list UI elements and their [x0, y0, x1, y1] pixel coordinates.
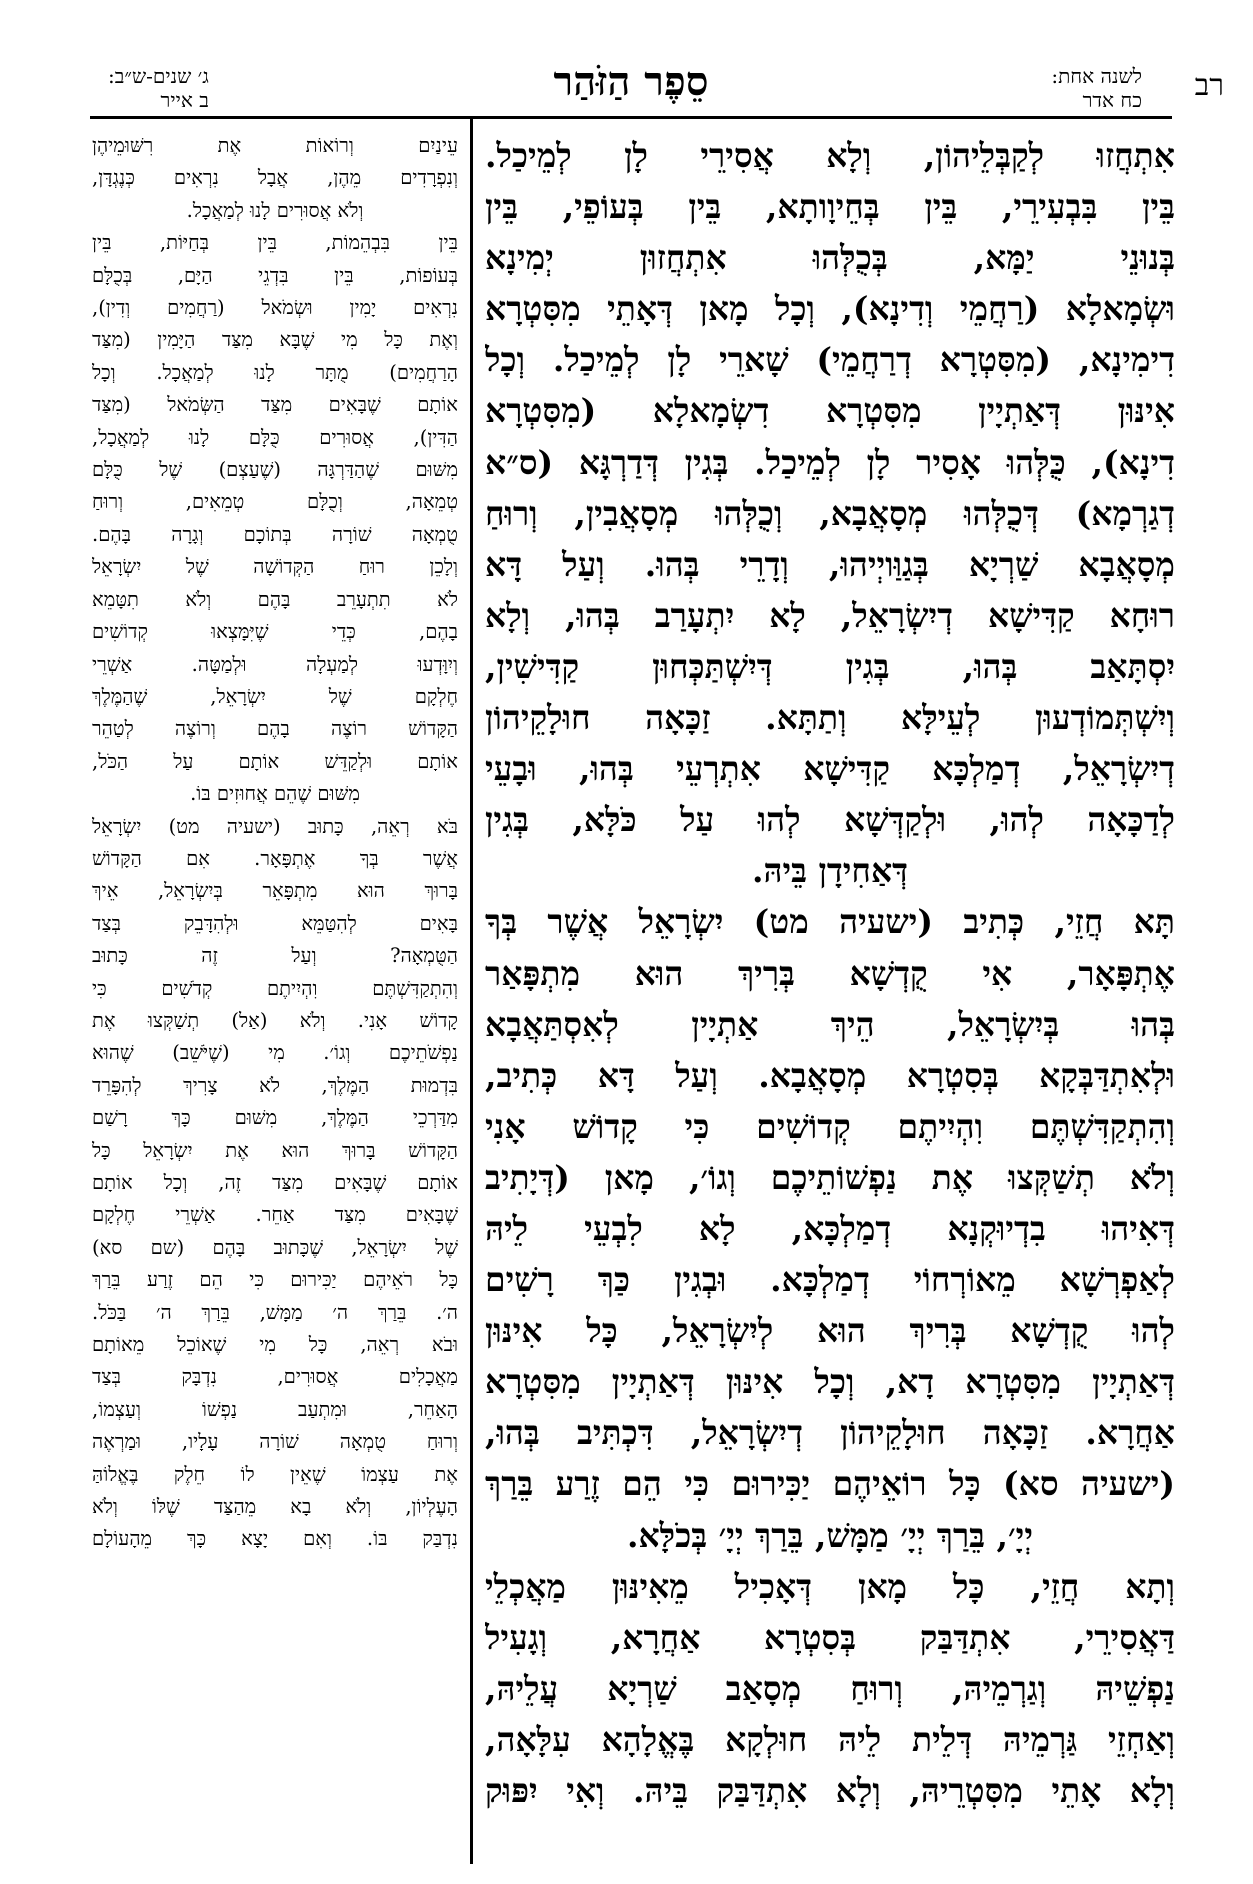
text-line: טֻמְאָה שׁוֹרָה בְּתוֹכָם וְגָרָה בָּהֶם. [92, 522, 458, 546]
text-line: הָעֶלְיוֹן, וְלֹא בָא מֵהַצַּד שֶׁלּוֹ וְלֹא [92, 1495, 458, 1519]
text-line: דְּאַחִידָן בֵּיהּ. [751, 851, 909, 891]
schedule-one-year-date: כח אדר [1082, 88, 1142, 112]
text-line: אוֹתָם שֶׁבָּאִים מִצַּד זֶה, וְכָל אוֹתָם [92, 1171, 458, 1194]
text-line: וְיִשְׁתְּמוֹדְעוּן לְעֵילָּא וְתַתָּא. זַכָּאָה חוּלָקֵיהוֹן [485, 698, 1175, 738]
text-line: וְהִתְקַדִּשְׁתֶּם וִהְיִיתֶם קְדוֹשִׁים כִּי קָדוֹשׁ אָנִי [485, 1106, 1175, 1146]
text-line: הַקָּדוֹשׁ בָּרוּךְ הוּא אֶת יִשְׂרָאֵל כָּל [92, 1138, 458, 1162]
hebrew-translation-column [92, 130, 458, 1860]
text-line: הַקָּדוֹשׁ רוֹצֶה בָהֶם וְרוֹצֶה לְטַהֵר [92, 717, 458, 741]
text-line: וְנִפְרָדִים מֵהֶן, אֲבָל נִרְאִים כְּנֶגְדָּן, [92, 166, 458, 190]
text-line: אִינּוּן דְּאַתְיָין מִסִּטְרָא דִשְׂמָאלָא (מִסִּטְרָא [485, 391, 1175, 431]
text-line: דְגַרְמָא) דְּכֻלְּהוּ מְסָאֲבָא, וְכֻלְּהוּ מְסָאֲבִין, וְרוּחַ [485, 493, 1175, 533]
text-line: אֲשֶׁר בְּךָ אֶתְפָּאָר. אִם הַקָּדוֹשׁ [92, 846, 458, 870]
schedule-one-year-label: לשנה אחת: [1051, 64, 1142, 88]
header-divider [90, 116, 1172, 119]
text-line: קָדוֹשׁ אָנִי. וְלֹא (אַל) תְשַׁקְּצוּ אֶת [92, 1008, 458, 1032]
text-line: מִשּׁוּם שֶׁהַדַּרְגָּה (שֶׁעַצְם) שֶׁל כֻּלָּם [92, 458, 458, 482]
schedule-three-year-label: ג׳ שנים-ש״ב: [108, 64, 209, 88]
text-line: בְּנוּנֵי יַמָּא, בְּכֻלְּהוּ אִתְחֲזוּן יְמִינָא [485, 238, 1175, 278]
page-number: רב [1194, 68, 1224, 103]
text-line: נַפְשֹׁתֵיכֶם וְגוֹ׳. מִי (שֶׁיֹּשֵׁב) שֶׁהוּא [92, 1041, 458, 1065]
text-line: דִינָא), כֻּלְּהוּ אָסִיר לָן לְמֵיכַל. בְּגִין דְּדַרְגָּא (ס״א [485, 442, 1175, 482]
text-line: דְּאִיהוּ בִדְיוּקְנָא דְמַלְכָּא, לָא לִבְעֵי לֵיהּ [485, 1208, 1175, 1248]
aramaic-text-column [485, 130, 1175, 1860]
text-line: וְלֹא תְשַׁקְּצוּ אֶת נַפְשׁוֹתֵיכֶם וְגוֹ׳, מָאן (דְּיָתִיב [485, 1157, 1175, 1197]
text-line: דְיִשְׂרָאֵל, דְמַלְכָּא קַדִּישָׁא אִתְרְעֵי בְּהוּ, וּבָעֵי [485, 749, 1175, 789]
text-line: נַפְשֵׁיהּ וְגַרְמֵיהּ, וְרוּחַ מְסָאַב שַׁרְיָא עֲלֵיהּ, [485, 1668, 1175, 1708]
text-line: וְלֹא אֲסוּרִים לָנוּ לְמַאֲכָל. [186, 198, 364, 222]
text-line: מַאֲכָלִים אֲסוּרִים, נִדְבָּק בְּצַד [92, 1365, 458, 1389]
text-line: בָּרוּךְ הוּא מִתְפָּאֵר בְּיִשְׂרָאֵל, אֵיךְ [92, 879, 458, 903]
text-line: וְתָא חֲזֵי, כָּל מָאן דְּאָכִיל מֵאִינּוּן מַאֲכְלֵי [485, 1566, 1175, 1606]
text-line: יִסְתָּאַב בְּהוּ, בְּגִין דְּיִשְׁתַּכְּחוּן קַדִּישִׁין, [485, 646, 1175, 686]
text-line: וְאַחְזֵי גַּרְמֵיהּ דְּלֵית לֵיהּ חוּלְקָא בֶּאֱלָהָא עִלָּאָה, [485, 1719, 1175, 1759]
text-line: לְדַכָּאָה לְהוּ, וּלְקַדְּשָׁא לְהוּ עַל כֹּלָּא, בְּגִין [485, 800, 1175, 840]
text-line: אוֹתָם וּלְקַדֵּשׁ אוֹתָם עַל הַכֹּל, [92, 749, 458, 773]
text-line: הַדִּין), אֲסוּרִים כֻּלָּם לָנוּ לְמַאֲכָל, [92, 425, 458, 449]
text-line: (ישעיה סא) כָּל רוֹאֵיהֶם יַכִּירוּם כִּי הֵם זֶרַע בֵּרַךְ [485, 1464, 1175, 1504]
text-line: מִשּׁוּם שֶׁהֵם אֲחוּזִים בּוֹ. [190, 782, 360, 806]
text-line: בִּדְמוּת הַמֶּלֶךְ, לֹא צָרִיךְ לְהִפָּרֵד [92, 1073, 458, 1097]
text-line: שֶׁל יִשְׂרָאֵל, שֶׁכָּתוּב בָּהֶם (שם סא) [92, 1235, 458, 1259]
text-line: הַטֻּמְאָה? וְעַל זֶה כָּתוּב [92, 944, 458, 968]
text-line: רוּחָא קַדִּישָׁא דְיִשְׂרָאֵל, לָא יִתְעָרַב בְּהוּ, וְלָא [485, 595, 1175, 635]
text-line: בְּעוֹפוֹת, בֵּין בִּדְגֵי הַיָּם, בְּכֻלָּם [92, 263, 458, 287]
text-line: לְהוּ קֻדְשָׁא בְּרִיךְ הוּא לְיִשְׂרָאֵל, כָּל אִינּוּן [485, 1311, 1175, 1351]
text-line: אֶת עַצְמוֹ שֶׁאֵין לוֹ חֵלֶק בֶּאֱלוֹהַּ [92, 1462, 458, 1486]
text-line: בָּאִים לְהִטַּמֵּא וּלְהִדָּבֵק בְּצַד [92, 911, 458, 935]
text-line: וּבֹא רְאֵה, כָּל מִי שֶׁאוֹכֵל מֵאוֹתָם [92, 1333, 458, 1357]
text-line: הָאַחֵר, וּמִתְעַב נַפְשׁוֹ וְעַצְמוֹ, [92, 1397, 458, 1421]
text-line: לֹא תִתְעָרֵב בָּהֶם וְלֹא תִטָּמֵא [92, 587, 458, 611]
text-line: וְיִוָּדְעוּ לְמַעְלָה וּלְמַטָּה. אַשְׁרֵי [92, 652, 458, 676]
text-line: כָּל רֹאֵיהֶם יַכִּירוּם כִּי הֵם זֶרַע בֵּרַךְ [92, 1268, 458, 1292]
text-line: לְאַפְרְשָׁא מֵאוֹרְחוֹי דְמַלְכָּא. וּבְגִין כַּךְ רָשִׁים [485, 1260, 1175, 1300]
text-line: בֵּין בִּבְהֵמוֹת, בֵּין בְּחַיּוֹת, בֵּין [92, 231, 458, 255]
text-line: בֵּין בִּבְעִירֵי, בֵּין בְּחֵיוָותָא, בֵּין בְּעוֹפֵי, בֵּין [485, 187, 1175, 227]
text-line: שֶׁבָּאִים מִצַּד אַחֵר. אַשְׁרֵי חֶלְקָם [92, 1203, 458, 1227]
text-line: הָרַחֲמִים) מֻתָּר לָנוּ לְמַאֲכָל. וְכָל [92, 360, 458, 384]
text-line: וְלָא אָתֵי מִסִּטְרֵיהּ, וְלָא אִתְדַּבַּק בֵּיהּ. וְאִי יִפּוּק [485, 1771, 1175, 1810]
text-line: בָהֶם, כְּדֵי שֶׁיִּמָּצְאוּ קְדוֹשִׁים [92, 620, 458, 644]
text-line: וְלָכֵן רוּחַ הַקְּדוֹשָׁה שֶׁל יִשְׂרָאֵל [92, 555, 458, 579]
text-line: דַּאֲסִירֵי, אִתְדַּבַּק בְּסִטְרָא אַחֲרָא, וְגָעִיל [485, 1617, 1175, 1657]
text-line: וּלְאִתְדַּבְּקָא בְּסִטְרָא מְסָאֲבָא. וְעַל דָּא כְּתִיב, [485, 1055, 1175, 1095]
schedule-three-year-date: ב אייר [160, 88, 209, 112]
text-line: אֶתְפָּאָר, אִי קֻדְשָׁא בְּרִיךְ הוּא מִתְפָּאַר [485, 953, 1175, 993]
text-line: מִדַּרְכֵי הַמֶּלֶךְ, מִשּׁוּם כָּךְ רָשַׁם [92, 1106, 458, 1130]
text-line: וְאֶת כָּל מִי שֶׁבָּא מִצַּד הַיָּמִין (מִצַּד [92, 328, 458, 352]
text-line: נִדְבַּק בּוֹ. וְאִם יָצָא כָּךְ מֵהָעוֹלָם [92, 1527, 458, 1551]
page-header [90, 58, 1224, 124]
text-line: טְמֵאָה, וְכֻלָּם טְמֵאִים, וְרוּחַ [92, 490, 458, 514]
book-title: סֵפֶר הַזֹּהַר [553, 58, 709, 105]
text-line: תָּא חֲזֵי, כְּתִיב (ישעיה מט) יִשְׂרָאֵל אֲשֶׁר בְּךָ [485, 902, 1175, 942]
column-divider [470, 119, 473, 1864]
text-line: אוֹתָם שֶׁבָּאִים מִצַּד הַשְּׂמֹאל (מִצַּד [92, 393, 458, 417]
text-line: ה׳. בֵּרַךְ ה׳ מַמָּשׁ, בֵּרַךְ ה׳ בַּכֹּל. [92, 1300, 458, 1324]
text-line: נִרְאִים יָמִין וּשְׂמֹאל (רַחֲמִים וְדִין), [92, 296, 458, 320]
text-line: חֶלְקָם שֶׁל יִשְׂרָאֵל, שֶׁהַמֶּלֶךְ [92, 684, 458, 708]
text-line: בֹּא רְאֵה, כָּתוּב (ישעיה מט) יִשְׂרָאֵל [92, 814, 458, 838]
text-line: מְסָאֲבָא שַׁרְיָא בְּגַוַּויְיהוּ, וְדָרֵי בְּהוּ. וְעַל דָּא [485, 544, 1175, 584]
text-line: וּשְׂמָאלָא (רַחֲמֵי וְדִינָא), וְכָל מָאן דְּאָתֵי מִסִּטְרָא [485, 289, 1175, 329]
text-line: וְהִתְקַדִּשְׁתֶּם וִהְיִיתֶם קְדֹשִׁים כִּי [92, 976, 458, 1000]
text-line: אַחֲרָא. זַכָּאָה חוּלָקֵיהוֹן דְיִשְׂרָאֵל, דִּכְתִּיב בְּהוּ, [485, 1413, 1175, 1453]
text-line: עֵינַיִם וְרוֹאוֹת אֶת רִשּׁוּמֵיהֶן [92, 134, 458, 157]
text-line: יְיָ׳, בֵּרַךְ יְיָ׳ מַמָּשׁ, בֵּרַךְ יְיָ׳ בְּכֹלָּא. [627, 1515, 1033, 1555]
daily-schedule-three-year [108, 64, 209, 112]
text-line: בְּהוּ בְּיִשְׂרָאֵל, הֵיךְ אַתְיָין לְאִסְתַּאֲבָא [485, 1004, 1175, 1044]
text-line: דְּאַתְיָין מִסִּטְרָא דָא, וְכָל אִינּוּן דְּאַתְיָין מִסִּטְרָא [485, 1362, 1175, 1402]
text-line: דִימִינָא, (מִסִּטְרָא דְרַחֲמֵי) שָׁארֵי לָן לְמֵיכַל. וְכָל [485, 340, 1175, 380]
text-line: וְרוּחַ טֻמְאָה שׁוֹרָה עָלָיו, וּמַרְאֶה [92, 1430, 458, 1454]
text-line: אִתְחֲזוּ לְקַבְּלֵיהוֹן, וְלָא אֲסִירֵי לָן לְמֵיכַל. [485, 136, 1175, 175]
